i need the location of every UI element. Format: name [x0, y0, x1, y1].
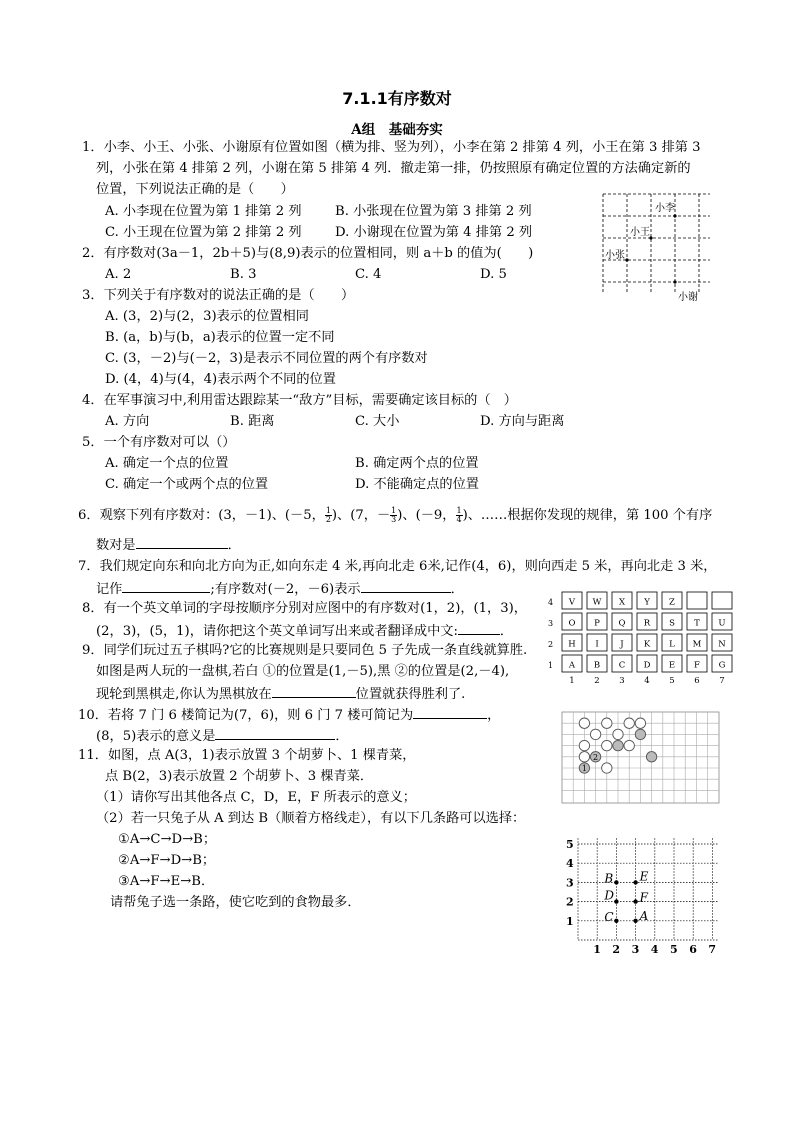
q1-option-d: D. 小谢现在位置为第 4 排第 2 列 — [335, 225, 533, 240]
q4-option-a: A. 方向 — [105, 414, 150, 429]
point-a — [633, 919, 637, 923]
letter-cell-text: K — [643, 639, 651, 650]
y-axis-label: 3 — [566, 876, 574, 890]
q1-option-c: C. 小王现在位置为第 2 排第 2 列 — [105, 225, 302, 240]
letter-cell-text: N — [718, 639, 726, 650]
q1-option-b: B. 小张现在位置为第 3 排第 2 列 — [335, 204, 532, 219]
letter-cell-text: V — [568, 597, 576, 608]
letter-cell-text: A — [568, 660, 576, 671]
q3-stem: 3．下列关于有序数对的说法正确的是（ ） — [82, 288, 355, 303]
point-label-a: A — [639, 908, 649, 923]
y-axis-label: 1 — [566, 914, 574, 928]
coordinate-grid-figure — [560, 812, 728, 958]
q11-line-1: 11．如图，点 A(3，1)表示放置 3 个胡萝卜、1 棵青菜， — [78, 748, 416, 763]
letter-cell — [687, 592, 707, 609]
label-xiaowang: 小王 — [630, 227, 650, 238]
column-label: 1 — [569, 676, 575, 686]
column-label: 3 — [619, 676, 625, 686]
q2-option-b: B. 3 — [230, 267, 257, 282]
row-label: 3 — [548, 619, 554, 628]
q6-answer-blank[interactable] — [136, 534, 228, 549]
q7-answer-blank-2[interactable] — [361, 578, 451, 593]
letter-cell-text: W — [592, 597, 602, 608]
point-b — [614, 880, 618, 884]
q10-line-1-b: ， — [487, 708, 501, 723]
letter-cell — [712, 592, 732, 609]
q9-line-1: 9．同学们玩过五子棋吗?它的比赛规则是只要同色 5 子先成一条直线就算胜. — [82, 643, 528, 658]
row-label: 4 — [548, 598, 554, 607]
black-stone — [613, 740, 623, 750]
q7-line-2-a: 记作 — [96, 582, 123, 597]
q10-answer-blank-1[interactable] — [413, 704, 487, 719]
q7-line-1: 7．我们规定向东和向北方向为正,如向东走 4 米,再向北走 6米,记作(4，6)，则向西走 5 米，再向北走 3 米， — [78, 559, 717, 574]
q6-line-2 — [96, 534, 241, 556]
letter-cell-text: Q — [618, 618, 626, 629]
fraction-numerator: 1 — [456, 506, 462, 515]
x-axis-label: 5 — [670, 943, 678, 956]
q8-line-2 — [96, 620, 513, 642]
point-d — [614, 899, 618, 903]
q10-line-1-a: 10．若将 7 门 6 楼简记为(7，6)，则 6 门 7 楼可简记为 — [78, 708, 414, 723]
page-title: 7.1.1有序数对 — [342, 89, 452, 108]
q7-line-2-c: ． — [450, 582, 464, 597]
seating-grid-figure — [600, 192, 715, 304]
white-stone — [579, 718, 589, 728]
gomoku-board-figure — [562, 712, 720, 804]
q6-mid-2: )、(－9， — [397, 508, 456, 523]
q7-line-2 — [96, 578, 464, 600]
white-stone — [590, 729, 600, 739]
point-c — [614, 919, 618, 923]
q11-route-3: ③A→F→E→B． — [118, 874, 215, 889]
x-axis-label: 4 — [650, 943, 659, 956]
q4-stem: 4．在军事演习中,利用雷达跟踪某一“敌方”目标，需要确定该目标的（ ） — [82, 393, 517, 408]
x-axis-label: 2 — [612, 943, 621, 956]
label-xiaoxie: 小谢 — [678, 292, 698, 303]
q3-option-a: A. (3，2)与(2，3)表示的位置相同 — [105, 309, 309, 324]
letter-cell-text: O — [568, 618, 576, 629]
q3-option-b: B. (a，b)与(b，a)表示的位置一定不同 — [105, 330, 335, 345]
q11-part-2: （2）若一只兔子从 A 到达 B（顺着方格线走），有以下几条路可以选择： — [96, 811, 526, 826]
q10-answer-blank-2[interactable] — [215, 725, 335, 740]
q7-answer-blank-1[interactable] — [122, 578, 210, 593]
q3-option-d: D. (4，4)与(4，4)表示两个不同的位置 — [105, 372, 336, 387]
q6-line-1 — [78, 506, 712, 526]
letter-cell-text: F — [694, 660, 700, 671]
q4-option-d: D. 方向与距离 — [480, 414, 565, 429]
white-stone — [602, 763, 612, 773]
letter-cell-text: R — [643, 618, 651, 629]
q5-option-d: D. 不能确定点的位置 — [355, 477, 479, 492]
q9-line-3 — [96, 683, 465, 705]
y-axis-label: 5 — [566, 838, 574, 851]
black-stone — [635, 729, 645, 739]
letter-grid-figure — [544, 588, 734, 688]
q9-line-3-b: 位置就获得胜利了. — [355, 687, 466, 702]
q1-line-1: 1．小李、小王、小张、小谢原有位置如图（横为排、竖为列），小李在第 2 排第 4 列，小王在第 3 排第 3 — [82, 140, 701, 155]
letter-cell-text: H — [568, 639, 576, 650]
fraction-denominator: 3 — [391, 515, 397, 524]
q2-option-d: D. 5 — [480, 267, 507, 282]
q10-line-2-a: (8，5)表示的意义是 — [96, 729, 216, 744]
fraction-denominator: 4 — [456, 515, 462, 524]
letter-cell-text: X — [618, 597, 626, 608]
point-label-e: E — [639, 869, 649, 884]
q7-line-2-b: ;有序数对(－2，－6)表示 — [210, 582, 361, 597]
q10-line-1 — [78, 704, 500, 726]
point-e — [633, 880, 637, 884]
black-stone — [646, 752, 656, 762]
white-stone — [602, 740, 612, 750]
x-axis-label: 6 — [689, 943, 697, 956]
point-label-d: D — [604, 888, 615, 903]
q3-option-c: C. (3，－2)与(－2，3)是表示不同位置的两个有序数对 — [105, 351, 428, 366]
q6-line-2-text: 数对是 — [96, 538, 136, 553]
letter-cell-text: C — [618, 660, 626, 671]
x-axis-label: 1 — [593, 943, 601, 956]
q10-line-2 — [96, 725, 349, 747]
letter-cell-text: J — [620, 639, 624, 650]
letter-cell-text: E — [668, 660, 676, 671]
q9-line-2: 如图是两人玩的一盘棋,若白 ①的位置是(1,－5),黑 ②的位置是(2,－4), — [96, 664, 510, 679]
fraction-quarter — [456, 507, 463, 524]
fraction-numerator: 1 — [391, 506, 397, 515]
point-label-b: B — [604, 871, 614, 886]
letter-cell-text: S — [669, 618, 675, 629]
letter-cell-text: D — [643, 660, 651, 671]
q11-line-last: 请帮兔子选一条路，使它吃到的食物最多． — [110, 895, 361, 910]
q9-answer-blank[interactable] — [272, 683, 356, 698]
column-label: 2 — [594, 676, 600, 686]
label-xiaoli: 小李 — [655, 203, 675, 214]
point-label-c: C — [604, 909, 614, 924]
q9-line-3-a: 现轮到黑棋走,你认为黑棋放在 — [96, 687, 272, 702]
y-axis-label: 2 — [566, 895, 574, 909]
q8-line-2-text: (2，3)，(5，1)，请你把这个英文单词写出来或者翻译成中文: — [96, 624, 458, 639]
q6-line-2-end: ． — [227, 538, 241, 553]
white-stone — [602, 718, 612, 728]
point-f — [633, 899, 637, 903]
white-stone — [624, 718, 634, 728]
fraction-numerator: 1 — [325, 506, 331, 515]
fraction-denominator: 2 — [325, 515, 331, 524]
q2-option-a: A. 2 — [105, 267, 132, 282]
letter-cell-text: B — [593, 660, 601, 671]
q8-line-2-end: ． — [499, 624, 514, 639]
column-label: 4 — [644, 676, 650, 686]
fraction-half — [325, 507, 332, 524]
row-label: 1 — [548, 661, 554, 670]
white-stone — [579, 740, 589, 750]
x-axis-label: 7 — [708, 943, 717, 956]
y-axis-label: 4 — [566, 857, 574, 871]
letter-cell-text: P — [594, 618, 600, 629]
letter-cell-text: I — [595, 639, 599, 650]
q8-line-1: 8．有一个英文单词的字母按顺序分别对应图中的有序数对(1，2)，(1，3)， — [82, 601, 527, 616]
white-stone — [635, 718, 645, 728]
letter-cell-text: Z — [669, 597, 675, 608]
q8-answer-blank[interactable] — [458, 620, 500, 635]
q5-stem: 5．一个有序数对可以（） — [82, 435, 236, 450]
q4-option-b: B. 距离 — [230, 414, 275, 429]
letter-cell-text: T — [694, 618, 700, 629]
letter-cell-text: M — [692, 639, 702, 650]
white-stone — [613, 729, 623, 739]
q2-stem: 2．有序数对(3a－1，2b＋5)与(8,9)表示的位置相同，则 a＋b 的值为( ) — [82, 246, 534, 261]
q2-option-c: C. 4 — [355, 267, 382, 282]
letter-cell-text: U — [718, 618, 726, 629]
q11-route-1: ①A→C→D→B； — [118, 832, 217, 847]
row-label: 2 — [548, 640, 554, 649]
point-label-f: F — [639, 890, 648, 905]
q10-line-2-b: ． — [335, 729, 349, 744]
q5-option-c: C. 确定一个或两个点的位置 — [105, 477, 269, 492]
letter-cell-text: Y — [644, 597, 650, 608]
q6-suffix: )、……根据你发现的规律，第 100 个有序 — [462, 508, 713, 523]
column-label: 7 — [719, 676, 725, 686]
q11-route-2: ②A→F→D→B； — [118, 853, 216, 868]
white-stone-marker: 1 — [581, 764, 587, 773]
q6-prefix: 6．观察下列有序数对：(3，－1)、(－5， — [78, 508, 325, 523]
column-label: 6 — [694, 676, 700, 686]
q6-mid-1: )、(7，－ — [331, 508, 391, 523]
label-xiaozhang: 小张 — [605, 250, 625, 261]
q5-option-b: B. 确定两个点的位置 — [355, 456, 479, 471]
column-label: 5 — [669, 676, 675, 686]
letter-cell-text: G — [718, 660, 726, 671]
x-axis-label: 3 — [631, 943, 640, 956]
q1-line-3: 位置，下列说法正确的是（ ） — [96, 182, 294, 197]
section-heading: A组 基础夯实 — [351, 122, 443, 138]
white-stone — [624, 740, 634, 750]
q11-line-2: 点 B(2，3)表示放置 2 个胡萝卜、3 棵青菜． — [105, 769, 374, 784]
q4-option-c: C. 大小 — [355, 414, 400, 429]
q5-option-a: A. 确定一个点的位置 — [105, 456, 229, 471]
q11-part-1: （1）请你写出其他各点 C，D，E，F 所表示的意义； — [96, 790, 416, 805]
q1-line-2: 列，小张在第 4 排第 2 列，小谢在第 5 排第 4 列．撤走第一排，仍按照原有确定位置的方法确定新的 — [96, 161, 691, 176]
black-stone-marker: 2 — [593, 752, 599, 762]
letter-cell-text: L — [669, 639, 675, 650]
q1-option-a: A. 小李现在位置为第 1 排第 2 列 — [105, 204, 302, 219]
white-stone — [579, 752, 589, 762]
